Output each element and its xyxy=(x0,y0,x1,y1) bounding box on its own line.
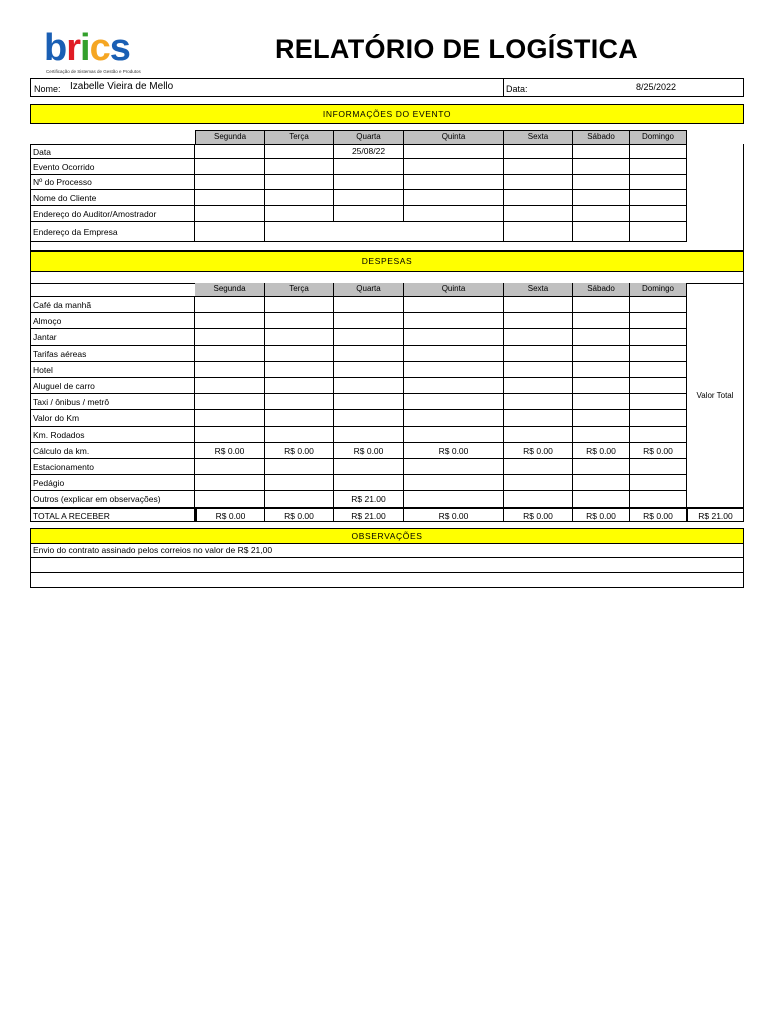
expenses-row-label: Café da manhã xyxy=(30,297,195,313)
expenses-cell[interactable] xyxy=(404,475,504,491)
expenses-row-label: Cálculo da km. xyxy=(30,443,195,459)
expenses-cell[interactable] xyxy=(504,459,573,475)
expenses-cell[interactable] xyxy=(265,313,334,329)
expenses-cell[interactable] xyxy=(504,362,573,378)
expenses-row-label: Hotel xyxy=(30,362,195,378)
expenses-cell[interactable] xyxy=(573,362,630,378)
expenses-cell[interactable] xyxy=(630,362,687,378)
expenses-cell[interactable] xyxy=(334,346,404,362)
expenses-cell[interactable] xyxy=(195,378,265,394)
event-day-header: Sábado xyxy=(573,130,630,145)
logo-letter: b xyxy=(44,27,67,69)
expenses-cell[interactable] xyxy=(404,491,504,507)
event-cell[interactable] xyxy=(404,190,504,206)
expenses-cell[interactable] xyxy=(504,394,573,410)
expenses-cell[interactable] xyxy=(630,459,687,475)
expenses-cell[interactable] xyxy=(404,427,504,443)
event-cell[interactable] xyxy=(265,190,334,206)
expenses-cell[interactable] xyxy=(265,329,334,345)
expenses-cell[interactable] xyxy=(265,459,334,475)
expenses-cell[interactable] xyxy=(573,410,630,426)
expenses-cell[interactable] xyxy=(630,378,687,394)
event-section-header: INFORMAÇÕES DO EVENTO xyxy=(30,104,744,124)
name-label: Nome: xyxy=(34,84,61,94)
expenses-cell[interactable] xyxy=(504,297,573,313)
expenses-day-header: Segunda xyxy=(195,283,265,297)
expenses-cell[interactable] xyxy=(630,297,687,313)
expenses-cell[interactable]: R$ 0.00 xyxy=(265,443,334,459)
event-row-label: Nº do Processo xyxy=(30,175,195,190)
total-cell: R$ 0.00 xyxy=(265,508,334,522)
logo-letter: c xyxy=(89,27,110,69)
event-cell[interactable] xyxy=(195,190,265,206)
expenses-cell[interactable] xyxy=(404,362,504,378)
expenses-cell[interactable] xyxy=(265,346,334,362)
expenses-day-header: Sexta xyxy=(504,283,573,297)
expenses-table xyxy=(30,272,744,523)
event-day-header: Segunda xyxy=(195,130,265,145)
expenses-cell[interactable] xyxy=(573,329,630,345)
expenses-row-label: Pedágio xyxy=(30,475,195,491)
expenses-day-header: Sábado xyxy=(573,283,630,297)
expenses-cell[interactable]: R$ 0.00 xyxy=(334,443,404,459)
event-cell[interactable] xyxy=(504,206,573,222)
event-cell[interactable] xyxy=(504,222,573,242)
expenses-cell[interactable] xyxy=(334,410,404,426)
expenses-cell[interactable] xyxy=(504,329,573,345)
expenses-cell[interactable] xyxy=(334,459,404,475)
logo-tagline: Certificação de Sistemas de Gestão e Produtos xyxy=(46,69,141,74)
expenses-cell[interactable] xyxy=(195,410,265,426)
expenses-cell[interactable] xyxy=(630,475,687,491)
expenses-cell[interactable] xyxy=(265,297,334,313)
expenses-cell[interactable] xyxy=(573,378,630,394)
event-cell[interactable] xyxy=(195,222,265,242)
event-cell[interactable] xyxy=(334,206,404,222)
event-cell[interactable] xyxy=(630,206,687,222)
event-cell[interactable] xyxy=(573,159,630,175)
expenses-cell[interactable] xyxy=(334,313,404,329)
event-cell[interactable] xyxy=(334,190,404,206)
event-cell[interactable] xyxy=(404,206,504,222)
event-spacer-row xyxy=(30,243,744,251)
expenses-cell[interactable] xyxy=(404,346,504,362)
event-cell[interactable] xyxy=(573,175,630,190)
logo-letter: i xyxy=(80,27,90,69)
expenses-cell[interactable] xyxy=(504,475,573,491)
expenses-cell[interactable] xyxy=(265,410,334,426)
date-label: Data: xyxy=(506,84,528,94)
expenses-cell[interactable] xyxy=(404,459,504,475)
expenses-cell[interactable] xyxy=(195,329,265,345)
event-cell[interactable] xyxy=(573,222,630,242)
expenses-cell[interactable] xyxy=(504,491,573,507)
logo-letter: r xyxy=(66,27,81,69)
event-cell[interactable]: 25/08/22 xyxy=(334,144,404,159)
expenses-cell[interactable] xyxy=(195,459,265,475)
expenses-cell[interactable] xyxy=(630,394,687,410)
expenses-section-header: DESPESAS xyxy=(30,251,744,272)
expenses-cell[interactable] xyxy=(334,475,404,491)
expenses-cell[interactable] xyxy=(334,297,404,313)
event-day-header: Quinta xyxy=(404,130,504,145)
expenses-cell[interactable]: R$ 0.00 xyxy=(404,443,504,459)
event-day-header: Terça xyxy=(265,130,334,145)
expenses-cell[interactable] xyxy=(265,362,334,378)
expenses-cell[interactable] xyxy=(573,346,630,362)
expenses-cell[interactable] xyxy=(504,410,573,426)
event-row-label: Data xyxy=(30,144,195,159)
event-cell-merged[interactable] xyxy=(265,222,504,242)
event-cell[interactable] xyxy=(630,190,687,206)
expenses-cell[interactable] xyxy=(195,297,265,313)
expenses-cell[interactable] xyxy=(195,313,265,329)
logo-letter: s xyxy=(109,27,130,69)
expenses-cell[interactable] xyxy=(195,394,265,410)
event-cell[interactable] xyxy=(504,175,573,190)
expenses-day-header: Quinta xyxy=(404,283,504,297)
expenses-cell[interactable] xyxy=(504,378,573,394)
observation-line[interactable] xyxy=(30,573,744,588)
expenses-label-header xyxy=(30,283,195,297)
event-cell[interactable] xyxy=(504,190,573,206)
expenses-row-label: Outros (explicar em observações) xyxy=(30,491,195,507)
expenses-row-label: Tarifas aéreas xyxy=(30,346,195,362)
observations-section-header: OBSERVAÇÕES xyxy=(30,528,744,544)
total-row-label: TOTAL A RECEBER xyxy=(30,508,195,522)
expenses-cell[interactable] xyxy=(265,475,334,491)
expenses-cell[interactable] xyxy=(573,459,630,475)
expenses-day-header: Domingo xyxy=(630,283,687,297)
expenses-cell[interactable] xyxy=(404,297,504,313)
expenses-cell[interactable] xyxy=(195,362,265,378)
expenses-day-header: Terça xyxy=(265,283,334,297)
expenses-cell[interactable] xyxy=(265,394,334,410)
expenses-row-label: Taxi / ônibus / metrô xyxy=(30,394,195,410)
event-day-header: Domingo xyxy=(630,130,687,145)
expenses-cell[interactable] xyxy=(573,394,630,410)
brics-logo xyxy=(44,26,130,70)
total-cell: R$ 0.00 xyxy=(573,508,630,522)
total-cell: R$ 0.00 xyxy=(504,508,573,522)
event-row-label: Evento Ocorrido xyxy=(30,159,195,175)
expenses-cell[interactable] xyxy=(630,313,687,329)
name-date-row xyxy=(30,78,744,97)
expenses-cell[interactable] xyxy=(504,313,573,329)
expenses-row-label: Aluguel de carro xyxy=(30,378,195,394)
event-table xyxy=(30,130,744,243)
date-value[interactable]: 8/25/2022 xyxy=(636,82,677,92)
grand-total-cell: R$ 21.00 xyxy=(687,508,744,522)
expenses-cell[interactable] xyxy=(404,313,504,329)
expenses-cell[interactable]: R$ 0.00 xyxy=(573,443,630,459)
expenses-cell[interactable] xyxy=(265,427,334,443)
name-value[interactable]: Izabelle Vieira de Mello xyxy=(70,81,174,92)
event-row-label: Nome do Cliente xyxy=(30,190,195,206)
total-cell: R$ 21.00 xyxy=(334,508,404,522)
expenses-day-header: Quarta xyxy=(334,283,404,297)
expenses-row-label: Km. Rodados xyxy=(30,427,195,443)
event-cell[interactable] xyxy=(265,159,334,175)
expenses-cell[interactable] xyxy=(630,346,687,362)
expenses-cell[interactable] xyxy=(195,491,265,507)
expenses-cell[interactable] xyxy=(334,362,404,378)
expenses-cell[interactable] xyxy=(573,313,630,329)
event-cell[interactable] xyxy=(404,175,504,190)
expenses-cell[interactable]: R$ 0.00 xyxy=(630,443,687,459)
event-filler xyxy=(687,144,744,243)
expenses-cell[interactable] xyxy=(265,378,334,394)
expenses-cell[interactable] xyxy=(265,491,334,507)
event-cell[interactable] xyxy=(334,159,404,175)
expenses-cell[interactable] xyxy=(630,329,687,345)
expenses-cell[interactable] xyxy=(573,491,630,507)
expenses-cell[interactable] xyxy=(195,475,265,491)
event-cell[interactable] xyxy=(195,144,265,159)
expenses-cell[interactable]: R$ 0.00 xyxy=(195,443,265,459)
event-cell[interactable] xyxy=(630,175,687,190)
event-cell[interactable] xyxy=(630,159,687,175)
event-cell[interactable] xyxy=(265,175,334,190)
event-day-header: Quarta xyxy=(334,130,404,145)
report-title: RELATÓRIO DE LOGÍSTICA xyxy=(275,34,639,64)
expenses-cell[interactable] xyxy=(630,427,687,443)
event-cell[interactable] xyxy=(195,159,265,175)
expenses-cell[interactable] xyxy=(404,329,504,345)
event-cell[interactable] xyxy=(573,206,630,222)
event-row-label: Endereço da Empresa xyxy=(30,222,195,242)
observation-line[interactable] xyxy=(30,558,744,573)
expenses-cell[interactable]: R$ 21.00 xyxy=(334,491,404,507)
observations-table xyxy=(30,543,744,588)
expenses-cell[interactable] xyxy=(573,427,630,443)
event-cell[interactable] xyxy=(404,159,504,175)
expenses-cell[interactable] xyxy=(404,394,504,410)
valor-total-column xyxy=(687,283,744,508)
expenses-cell[interactable] xyxy=(630,410,687,426)
expenses-cell[interactable]: R$ 0.00 xyxy=(504,443,573,459)
expenses-cell[interactable] xyxy=(504,346,573,362)
total-cell: R$ 0.00 xyxy=(630,508,687,522)
event-cell[interactable] xyxy=(630,222,687,242)
event-cell[interactable] xyxy=(630,144,687,159)
expenses-cell[interactable] xyxy=(195,427,265,443)
expenses-cell[interactable] xyxy=(630,491,687,507)
expenses-cell[interactable] xyxy=(334,394,404,410)
event-cell[interactable] xyxy=(195,206,265,222)
event-row-label: Endereço do Auditor/Amostrador xyxy=(30,206,195,222)
total-cell: R$ 0.00 xyxy=(195,508,265,522)
expenses-row-label: Jantar xyxy=(30,329,195,345)
expenses-cell[interactable] xyxy=(404,410,504,426)
valor-total-label: Valor Total xyxy=(696,391,734,401)
event-cell[interactable] xyxy=(404,144,504,159)
event-cell[interactable] xyxy=(573,190,630,206)
event-cell[interactable] xyxy=(504,144,573,159)
expenses-cell[interactable] xyxy=(334,378,404,394)
expenses-row-label: Estacionamento xyxy=(30,459,195,475)
event-day-header: Sexta xyxy=(504,130,573,145)
expenses-cell[interactable] xyxy=(334,427,404,443)
event-cell[interactable] xyxy=(195,175,265,190)
expenses-row-label: Valor do Km xyxy=(30,410,195,426)
event-cell[interactable] xyxy=(334,175,404,190)
expenses-row-label: Almoço xyxy=(30,313,195,329)
expenses-cell[interactable] xyxy=(573,475,630,491)
observation-line[interactable]: Envio do contrato assinado pelos correios no valor de R$ 21,00 xyxy=(30,543,744,558)
expenses-cell[interactable] xyxy=(504,427,573,443)
event-cell[interactable] xyxy=(265,206,334,222)
expenses-cell[interactable] xyxy=(404,378,504,394)
event-cell[interactable] xyxy=(265,144,334,159)
expenses-cell[interactable] xyxy=(334,329,404,345)
total-cell: R$ 0.00 xyxy=(404,508,504,522)
event-cell[interactable] xyxy=(504,159,573,175)
expenses-cell[interactable] xyxy=(573,297,630,313)
expenses-cell[interactable] xyxy=(195,346,265,362)
event-cell[interactable] xyxy=(573,144,630,159)
